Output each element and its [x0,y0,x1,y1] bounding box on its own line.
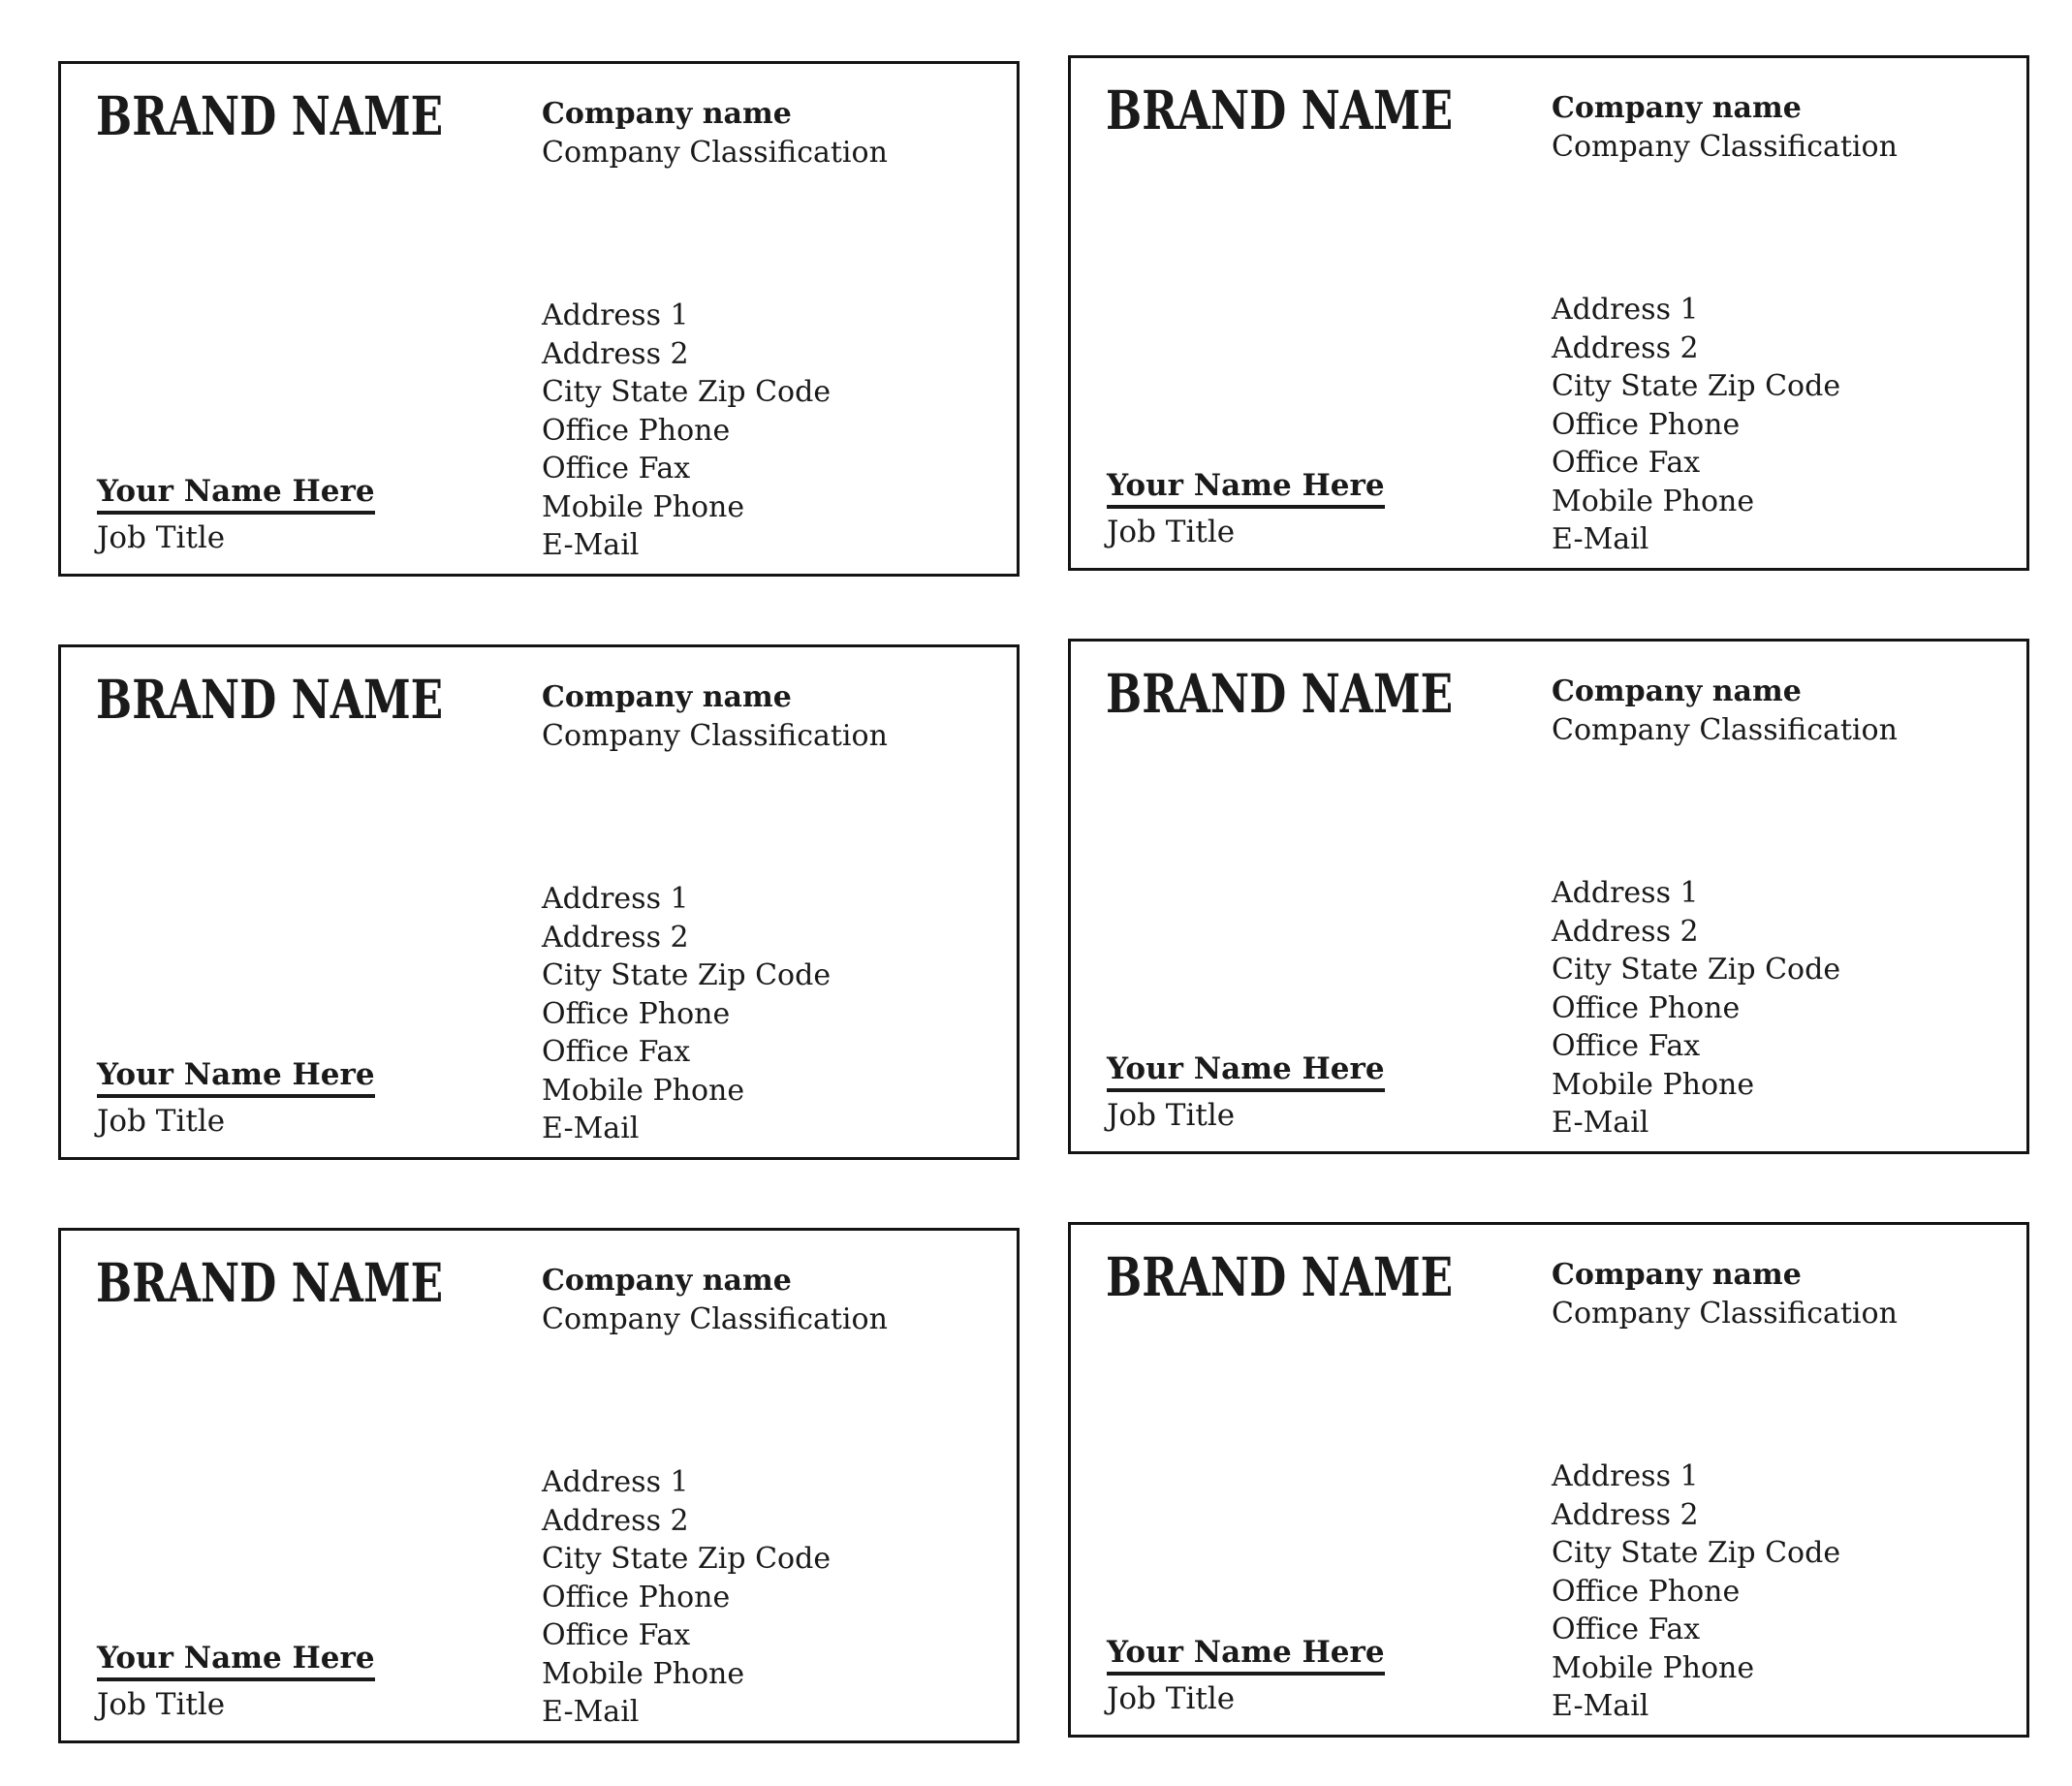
office-phone: Office Phone [542,1580,731,1614]
person-block [97,1056,375,1140]
office-phone: Office Phone [542,413,731,448]
company-name: Company name [1552,674,1802,708]
business-card [1068,55,2029,571]
address-line-2: Address 2 [542,920,689,955]
email: E-Mail [1552,1689,1649,1723]
company-block [542,1262,888,1339]
city-state-zip: City State Zip Code [1552,1536,1841,1570]
person-name: Your Name Here [97,473,375,515]
job-title: Job Title [1107,1681,1236,1716]
job-title: Job Title [97,1104,226,1139]
company-block [542,678,888,756]
brand-name: BRAND NAME [96,84,444,147]
office-phone: Office Phone [1552,407,1741,442]
office-fax: Office Fax [1552,446,1701,480]
brand-name: BRAND NAME [96,668,444,731]
office-fax: Office Fax [1552,1613,1701,1646]
person-block [97,1640,375,1723]
brand-name: BRAND NAME [1106,662,1454,725]
contact-block [542,880,831,1148]
person-name: Your Name Here [97,1640,375,1681]
brand-name: BRAND NAME [1106,78,1454,141]
company-name: Company name [1552,1258,1802,1292]
email: E-Mail [1552,522,1649,556]
company-block [1552,89,1898,167]
job-title: Job Title [97,1687,226,1722]
address-line-1: Address 1 [542,882,689,916]
address-line-1: Address 1 [1552,876,1699,910]
address-line-1: Address 1 [542,1465,689,1499]
office-phone: Office Phone [1552,1574,1741,1609]
contact-block [1552,874,1840,1143]
address-line-2: Address 2 [1552,914,1699,949]
contact-block [542,1463,831,1732]
company-name: Company name [542,1264,792,1298]
mobile-phone: Mobile Phone [1552,1067,1755,1102]
city-state-zip: City State Zip Code [542,958,832,992]
company-classification: Company Classification [542,1302,888,1336]
address-line-2: Address 2 [542,1503,689,1538]
address-line-1: Address 1 [1552,1459,1699,1493]
company-classification: Company Classification [1552,713,1898,747]
company-block [1552,1256,1898,1333]
mobile-phone: Mobile Phone [1552,1650,1755,1685]
person-block [97,473,375,556]
email: E-Mail [542,1112,640,1145]
business-card [1068,1222,2029,1738]
company-block [1552,673,1898,750]
job-title: Job Title [1107,515,1236,549]
address-line-1: Address 1 [1552,293,1699,327]
person-name: Your Name Here [1107,1634,1385,1676]
brand-name: BRAND NAME [1106,1245,1454,1308]
business-card [1068,639,2029,1154]
mobile-phone: Mobile Phone [542,489,745,524]
office-fax: Office Fax [542,452,691,486]
company-classification: Company Classification [542,136,888,170]
mobile-phone: Mobile Phone [542,1073,745,1108]
mobile-phone: Mobile Phone [1552,484,1755,518]
company-classification: Company Classification [1552,130,1898,164]
contact-block [1552,291,1840,559]
contact-block [542,297,831,565]
office-fax: Office Fax [542,1618,691,1652]
email: E-Mail [542,528,640,562]
address-line-2: Address 2 [1552,330,1699,365]
company-classification: Company Classification [1552,1297,1898,1331]
address-line-1: Address 1 [542,298,689,332]
person-name: Your Name Here [1107,1050,1385,1092]
person-name: Your Name Here [1107,467,1385,509]
person-name: Your Name Here [97,1056,375,1098]
city-state-zip: City State Zip Code [1552,369,1841,403]
company-name: Company name [1552,91,1802,125]
company-classification: Company Classification [542,719,888,753]
office-fax: Office Fax [542,1035,691,1069]
address-line-2: Address 2 [1552,1497,1699,1532]
mobile-phone: Mobile Phone [542,1656,745,1691]
job-title: Job Title [1107,1098,1236,1133]
job-title: Job Title [97,520,226,555]
business-card [58,644,1020,1160]
business-card [58,61,1020,577]
brand-name: BRAND NAME [96,1251,444,1314]
city-state-zip: City State Zip Code [542,1542,832,1576]
person-block [1107,1634,1385,1717]
person-block [1107,1050,1385,1134]
person-block [1107,467,1385,550]
email: E-Mail [1552,1106,1649,1140]
company-name: Company name [542,97,792,131]
office-phone: Office Phone [1552,990,1741,1025]
address-line-2: Address 2 [542,336,689,371]
company-block [542,95,888,172]
business-card [58,1228,1020,1743]
contact-block [1552,1457,1840,1726]
office-fax: Office Fax [1552,1029,1701,1063]
company-name: Company name [542,680,792,714]
city-state-zip: City State Zip Code [1552,953,1841,987]
office-phone: Office Phone [542,996,731,1031]
email: E-Mail [542,1695,640,1729]
city-state-zip: City State Zip Code [542,375,832,409]
